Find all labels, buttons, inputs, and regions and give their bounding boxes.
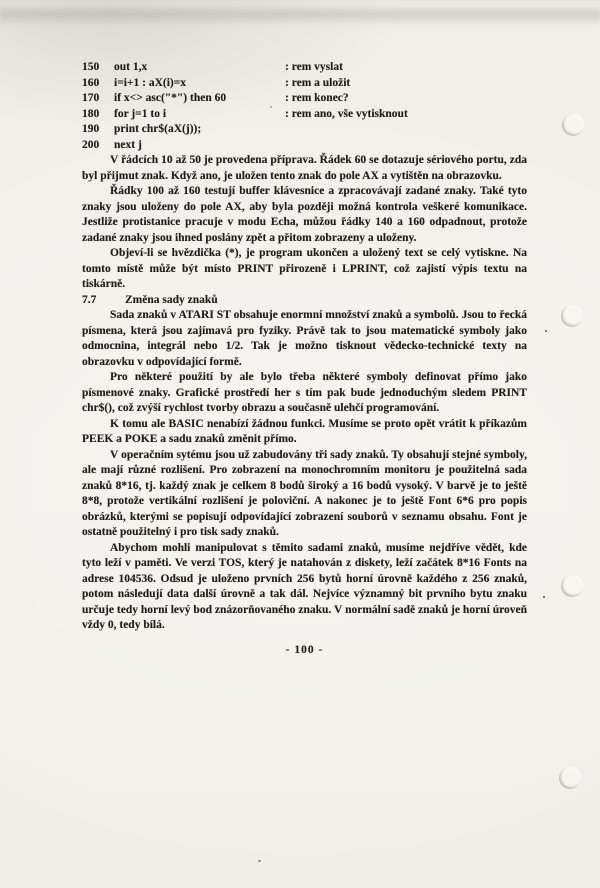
code-comment: : rem vyslat	[285, 61, 343, 73]
code-comment: : rem a uložit	[285, 76, 351, 89]
section-title: Změna sady znaků	[125, 293, 218, 306]
code-statement: print chr$(aX(j));	[114, 123, 202, 135]
scan-speck	[545, 330, 547, 332]
section-number: 7.7	[82, 293, 97, 306]
code-line	[82, 60, 527, 76]
scan-speck	[543, 596, 545, 598]
code-line	[82, 91, 527, 107]
code-line	[82, 107, 527, 123]
paragraph: Řádky 100 až 160 testují buffer klávesnice a zpracovávají zadané znaky. Také tyto znaky jsou uloženy do pole AX, aby byla později možná kontrola veškeré komunikace. Jestliže protistanice pracuje v modu Echa, můžou řádky 140 a 160 odpadnout, protože zadané znaky jsou ihned poslány zpět a přitom zobrazeny a uloženy.	[82, 185, 527, 244]
code-comment	[285, 122, 527, 138]
code-line	[82, 76, 527, 92]
scan-shadow-band	[0, 7, 600, 24]
paragraph: Sada znaků v ATARI ST obsahuje enormní množství znaků a symbolů. Jsou to řecká písmena, která jsou zajímavá pro fyziky. Právě tak to jsou matematické symboly jako odmocnina, integrál nebo 1/2. Tak je možno tisknout vědecko-technické texty na obrazovku v odpovídající formě.	[82, 309, 527, 368]
code-line-number: 180	[82, 107, 100, 120]
code-statement: out 1,x	[114, 61, 148, 73]
code-line-number: 190	[82, 123, 100, 135]
punch-hole-mark	[561, 305, 583, 327]
code-comment: : rem konec?	[285, 92, 349, 104]
paragraph: V řádcích 10 až 50 je provedena příprava. Řádek 60 se dotazuje sériového portu, zda byl přijmut znak. Když ano, je uložen tento znak do pole AX a vytištěn na obrazovku.	[82, 154, 527, 182]
paragraph: Objeví-li se hvězdička (*), je program ukončen a uložený text se celý vytiskne. Na tomto místě může být místo PRINT přirozeně i LPRINT, což zajistí výpis textu na tiskárně.	[82, 247, 527, 290]
page-number: - 100 -	[285, 643, 324, 656]
punch-hole-mark	[562, 114, 584, 136]
paragraph: Abychom mohli manipulovat s těmito sadami znaků, musíme nejdříve vědět, kde tyto leží v paměti. Ve verzi TOS, který je natahován z diskety, leží začátek 8*16 Fonts na adrese 104536. Odsud je uloženo prvních 256 bytů horní úrovně každého z 256 znaků, potom následují data další úrovně a tak dál. Nejvíce významný bit prvního bytu znaku určuje tedy horní levý bod znázorňovaného znaku. V normální sadě znaků je horní úroveň vždy 0, tedy bílá.	[82, 541, 527, 631]
paragraph: Pro některé použití by ale bylo třeba některé symboly definovat přímo jako písmenové znaky. Grafické prostředí her s tím pak bude jednoduchým sledem PRINT chr$(), což zvýší rychlost tvorby obrazu a současně ulehčí programování.	[82, 371, 527, 414]
code-line-number: 150	[82, 61, 100, 73]
paragraph: V operačním sytému jsou už zabudovány tři sady znaků. Ty obsahují stejné symboly, ale mají různé rozlišení. Pro zobrazení na monochromním monitoru je použitelná sada znaků 8*16, tj. každý znak je celkem 8 bodů široký a 16 bodů vysoký. V barvě je to ještě 8*8, protože vertikální rozlišení je poloviční. A nakonec je to ještě Font 6*6 pro popis obrázků, kterými se popisují odpovídající zobrazení souborů v seznamu obsahu. Font je ostatně použitelný i pro tisk sady znaků.	[82, 448, 527, 538]
code-line	[82, 122, 527, 138]
code-line-number: 200	[82, 138, 100, 151]
page-content	[82, 60, 527, 658]
code-line-number: 160	[82, 76, 100, 89]
code-statement: if x<> asc("*") then 60	[114, 92, 227, 104]
code-statement: i=i+1 : aX(i)=x	[114, 76, 187, 89]
code-line-number: 170	[82, 92, 100, 104]
punch-hole-mark	[561, 575, 583, 597]
punch-hole-mark	[559, 767, 581, 789]
basic-code-listing	[82, 60, 527, 153]
section-heading	[82, 293, 527, 309]
code-comment: : rem ano, vše vytisknout	[285, 107, 408, 120]
code-line	[82, 138, 527, 154]
paragraph: K tomu ale BASIC nenabízí žádnou funkci. Musíme se proto opět vrátit k příkazům PEEK a POKE a sadu znaků změnit přímo.	[82, 417, 527, 445]
scan-speck	[258, 860, 261, 862]
code-statement: next j	[114, 138, 142, 151]
code-comment	[285, 138, 527, 154]
code-statement: for j=1 to i	[114, 107, 167, 120]
